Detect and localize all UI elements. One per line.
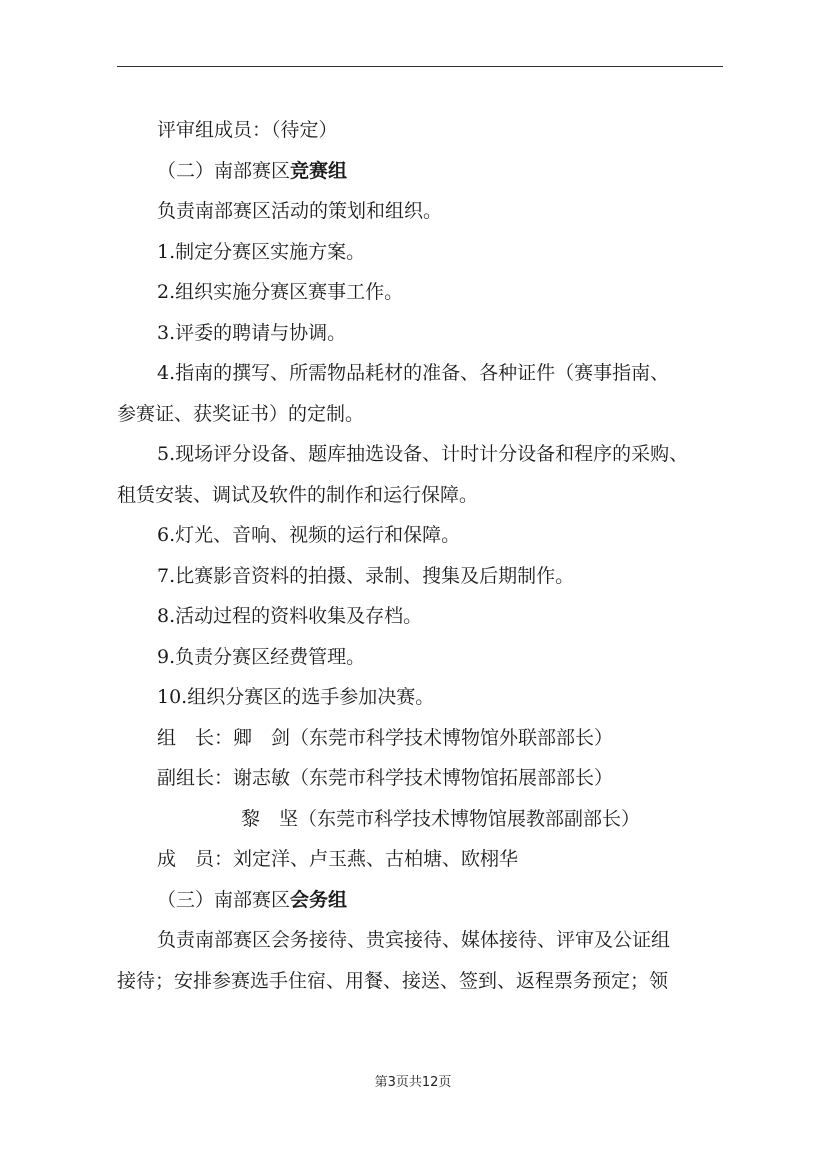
list-item-continuation: 参赛证、获奖证书）的定制。 (117, 402, 365, 425)
section-heading (117, 880, 723, 921)
header-rule (117, 66, 723, 67)
section-heading-prefix: （二）南部赛区 (157, 159, 291, 182)
member-line: 成 员：刘定洋、卢玉燕、古柏塘、欧栩华 (157, 848, 519, 870)
list-item: 1.制定分赛区实施方案。 (157, 240, 366, 263)
document-body (117, 110, 723, 1001)
section-heading (117, 151, 723, 192)
list-item: 8.活动过程的资料收集及存档。 (157, 605, 423, 627)
paragraph: 负责南部赛区会务接待、贵宾接待、媒体接待、评审及公证组 (157, 929, 671, 951)
list-item: 4.指南的撰写、所需物品耗材的准备、各种证件（赛事指南、 (157, 362, 670, 384)
paragraph-continuation: 接待；安排参赛选手住宿、用餐、接送、签到、返程票务预定；领 (117, 969, 669, 992)
list-item: 2.组织实施分赛区赛事工作。 (157, 281, 404, 303)
member-line: 组 长：卿 剑（东莞市科学技术博物馆外联部部长） (157, 726, 614, 749)
list-item: 3.评委的聘请与协调。 (157, 321, 347, 344)
page-number: 第3页共12页 (374, 1075, 452, 1090)
section-heading-bold: 竞赛组 (290, 159, 348, 182)
list-item: 10.组织分赛区的选手参加决赛。 (157, 686, 435, 708)
list-item-continuation: 租赁安装、调试及软件的制作和运行保障。 (117, 483, 479, 506)
list-item: 6.灯光、音响、视频的运行和保障。 (157, 524, 461, 546)
member-line: 副组长：谢志敏（东莞市科学技术博物馆拓展部部长） (157, 767, 614, 789)
paragraph: 负责南部赛区活动的策划和组织。 (157, 200, 443, 222)
list-item: 7.比赛影音资料的拍摄、录制、搜集及后期制作。 (157, 564, 575, 587)
list-item: 5.现场评分设备、题库抽选设备、计时计分设备和程序的采购、 (157, 443, 689, 465)
paragraph: 评审组成员：（待定） (157, 119, 338, 141)
section-heading-bold: 会务组 (290, 888, 348, 911)
section-heading-prefix: （三）南部赛区 (157, 888, 291, 911)
list-item: 9.负责分赛区经费管理。 (157, 645, 366, 668)
member-line: 黎 坚（东莞市科学技术博物馆展教部副部长） (241, 807, 641, 830)
